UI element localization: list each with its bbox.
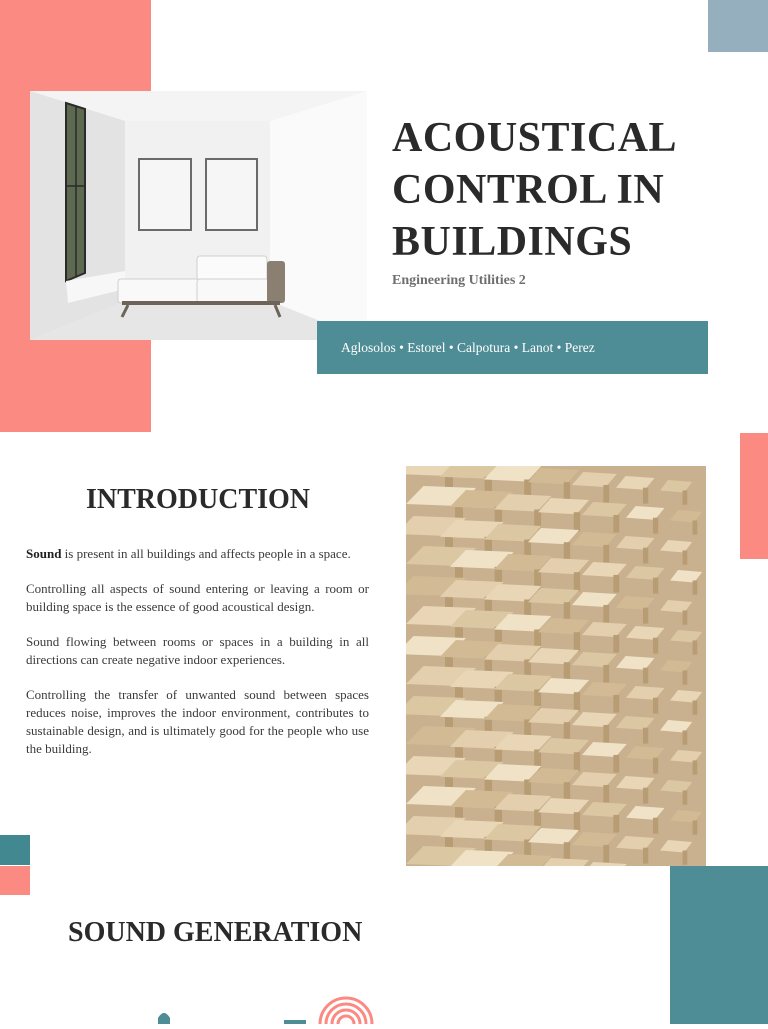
wood-slat-shadow	[643, 608, 648, 624]
wood-slat-shadow	[653, 518, 658, 534]
wood-slat-shadow	[683, 490, 688, 504]
intro-paragraph-4: Controlling the transfer of unwanted sound between spaces reduces noise, improves the indoor environment, contributes to sustainable design, and is ultimately good for the people who use the building.	[26, 687, 369, 756]
wood-slat-shadow	[643, 728, 648, 744]
wood-slat-shadow	[603, 485, 609, 503]
wood-slat-shadow	[574, 632, 580, 651]
wood-slat-shadow	[574, 692, 580, 711]
wood-slat-shadow	[693, 760, 698, 774]
wood-slat-shadow	[613, 815, 619, 833]
author-separator: •	[510, 339, 522, 355]
wood-slat-shadow	[603, 725, 609, 743]
author-name: Lanot	[521, 339, 554, 355]
intro-paragraph-1-text: is present in all buildings and affects people in a space.	[61, 546, 351, 561]
room-illustration	[30, 91, 367, 340]
wood-slat-shadow	[574, 752, 580, 771]
introduction-heading: INTRODUCTION	[85, 484, 311, 515]
author-separator: •	[395, 339, 408, 355]
wood-slat-shadow	[564, 782, 570, 801]
wood-panels-illustration	[406, 466, 706, 866]
intro-paragraph-2: Controlling all aspects of sound entering or leaving a room or building space is the essence of good acoustical design.	[26, 581, 369, 614]
wood-slat-shadow	[574, 512, 580, 531]
wood-slat-shadow	[653, 578, 658, 594]
wood-slat-shadow	[564, 602, 570, 621]
sound-wave-icon	[284, 998, 372, 1024]
intro-paragraph-3: Sound flowing between rooms or spaces in a building in all directions can create negative indoor experiences.	[26, 634, 369, 667]
wood-slat-shadow	[603, 665, 609, 683]
wood-slat-shadow	[683, 610, 688, 624]
wood-slat-shadow	[693, 520, 698, 534]
author-separator: •	[553, 339, 565, 355]
document-title	[392, 112, 712, 268]
author-name: Perez	[564, 339, 595, 355]
title-line-3: BUILDINGS	[392, 219, 633, 265]
wood-slat-shadow	[653, 698, 658, 714]
room-photo	[30, 91, 367, 340]
wood-slat-shadow	[693, 820, 698, 834]
wood-slat-shadow	[564, 482, 570, 501]
wood-slat-shadow	[564, 722, 570, 741]
wood-slat-shadow	[693, 580, 698, 594]
sound-generation-heading: SOUND GENERATION	[68, 917, 363, 948]
wood-slat-shadow	[574, 572, 580, 591]
icon-strip	[140, 990, 400, 1024]
wood-slat-shadow	[564, 842, 570, 861]
wood-slat-shadow	[653, 638, 658, 654]
wood-slat-shadow	[603, 605, 609, 623]
wood-slat-shadow	[603, 545, 609, 563]
sound-keyword: Sound	[26, 546, 62, 561]
intro-paragraph-1	[26, 545, 369, 563]
author-name: Calpotura	[456, 339, 511, 355]
wood-slat-shadow	[683, 730, 688, 744]
wood-slat-shadow	[683, 550, 688, 564]
wood-slat-shadow	[653, 758, 658, 774]
wood-slat-shadow	[613, 635, 619, 653]
sound-generation-icons	[140, 990, 400, 1024]
wood-slat-shadow	[683, 850, 688, 864]
teal-small-block	[0, 835, 30, 865]
wood-slat-shadow	[603, 785, 609, 803]
authors-bar	[317, 321, 708, 374]
wood-slat-shadow	[603, 845, 609, 863]
wood-slat-shadow	[643, 668, 648, 684]
teal-corner-block	[670, 866, 768, 1024]
wood-slat-shadow	[613, 695, 619, 713]
wood-slat-shadow	[564, 542, 570, 561]
wood-diffuser-photo	[406, 466, 706, 866]
wood-slat-shadow	[613, 515, 619, 533]
coral-small-block	[0, 866, 30, 895]
steel-accent-block	[708, 0, 768, 52]
wood-slat-shadow	[643, 548, 648, 564]
coral-side-block	[740, 433, 768, 559]
author-name: Aglosolos	[341, 339, 396, 355]
wood-slat-shadow	[643, 788, 648, 804]
wood-slat-shadow	[643, 488, 648, 504]
author-separator: •	[445, 339, 457, 355]
wood-slat-shadow	[693, 700, 698, 714]
wood-slat-shadow	[643, 848, 648, 864]
wood-slat-shadow	[683, 790, 688, 804]
wood-slat-shadow	[613, 755, 619, 773]
wood-slat-shadow	[574, 812, 580, 831]
wood-slat-shadow	[613, 575, 619, 593]
title-line-1: ACOUSTICAL	[392, 115, 678, 161]
introduction-body	[26, 545, 369, 775]
wood-slat-shadow	[653, 818, 658, 834]
title-line-2: CONTROL IN	[392, 167, 665, 213]
wood-slat-shadow	[693, 640, 698, 654]
wood-slat-shadow	[683, 670, 688, 684]
author-name: Estorel	[407, 339, 446, 355]
wood-slat-shadow	[564, 662, 570, 681]
course-subtitle: Engineering Utilities 2	[392, 273, 526, 288]
speaker-icon	[158, 1013, 170, 1024]
